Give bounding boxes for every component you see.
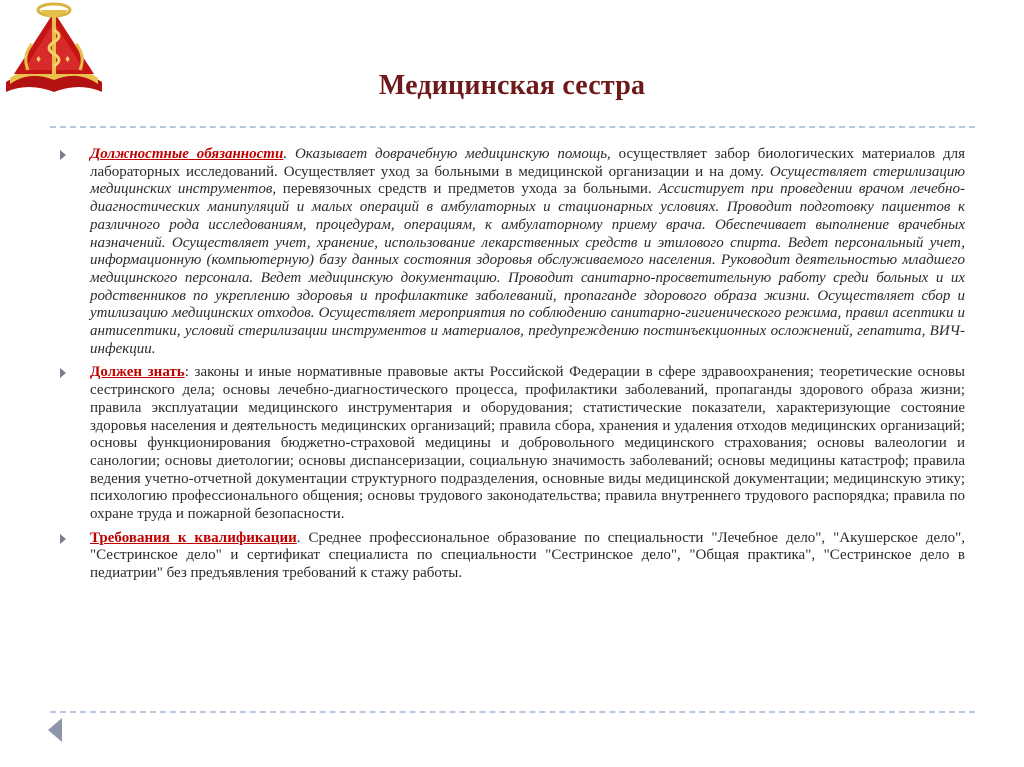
svg-text:♦: ♦: [65, 54, 71, 65]
item-separator: .: [283, 146, 295, 162]
item-text: осуществляет забор биологических материалов для лабораторных исследований. Осуществляет уход за больными в медицинской организации и на дому.: [90, 146, 965, 180]
item-text: законы и иные нормативные правовые акты Российской Федерации в сфере здравоохранения; теоретические основы сестринского дела; основы лечебно-диагностического процесса, профилактики заболеваний, пропаганды здорового образа жизни; правила эксплуатации медицинского инструментария и оборудования; статистические показатели, характеризующие состояние здоровья населения и деятельность медицинских организаций; правила сбора, хранения и удаления отходов медицинских организаций; основы функционирования бюджетно-страховой медицины и добровольного медицинского страхования; основы валеологии и санологии; основы диетологии; основы диспансеризации, социальную значимость заболеваний; основы медицины катастроф; правила ведения учетно-отчетной документации структурного подразделения, основные виды медицинской документации; медицинскую этику; психологию профессионального общения; основы трудового законодательства; правила внутреннего трудового распорядка; правила по охране труда и пожарной безопасности.: [90, 364, 965, 523]
list-item-knowledge: [90, 364, 965, 523]
item-text: перевязочных средств и предметов ухода за больными.: [276, 181, 659, 198]
item-heading-duties: Должностные обязанности: [90, 146, 284, 162]
item-heading-qualification: Требования к квалификации: [90, 529, 297, 546]
corner-triangle-icon: [48, 718, 62, 742]
slide-content: [90, 146, 965, 589]
list-item-qualification: [90, 530, 965, 583]
bullet-arrow-icon: [60, 534, 66, 544]
bullet-arrow-icon: [60, 368, 66, 378]
item-text: Среднее профессиональное образование по специальности "Лечебное дело", "Акушерское дело", "Сестринское дело" и сертификат специалиста по специальности "Сестринское дело", "Общая практика", "Сестринское дело в педиатрии" без предъявления требований к стажу работы.: [90, 529, 966, 582]
list-item-duties: [90, 146, 965, 358]
divider-bottom: [50, 711, 975, 713]
item-text: Оказывает доврачебную медицинскую помощь,: [294, 146, 611, 162]
divider-top: [50, 126, 975, 128]
item-text: Осуществляет стерилизацию медицинских инструментов,: [90, 163, 965, 198]
item-separator: .: [296, 529, 309, 546]
item-separator: :: [184, 364, 195, 381]
svg-text:♦: ♦: [36, 54, 42, 65]
item-text: Ассистирует при проведении врачом лечебно-диагностических манипуляций и малых операций в амбулаторных и стационарных условиях. Проводит подготовку пациентов к различного рода исследованиям, процедурам, операциям, к амбулаторному приему врача. Обеспечивает выполнение врачебных назначений. Осуществляет учет, хранение, использование лекарственных средств и этилового спирта. Ведет персональный учет, информационную (компьютерную) базу данных состояния здоровья обслуживаемого населения. Руководит деятельностью младшего медицинского персонала. Ведет медицинскую документацию. Проводит санитарно-просветительную работу среди больных и их родственников по укреплению здоровья и профилактике заболеваний, пропаганде здорового образа жизни. Осуществляет сбор и утилизацию медицинских отходов. Осуществляет мероприятия по соблюдению санитарно-гигиенического режима, правил асептики и антисептики, условий стерилизации инструментов и материалов, предупреждению постинъекционных осложнений, гепатита, ВИЧ-инфекции.: [90, 181, 965, 357]
bullet-arrow-icon: [60, 150, 66, 160]
item-heading-knowledge: Должен знать: [90, 364, 185, 381]
page-title: Медицинская сестра: [378, 70, 646, 101]
